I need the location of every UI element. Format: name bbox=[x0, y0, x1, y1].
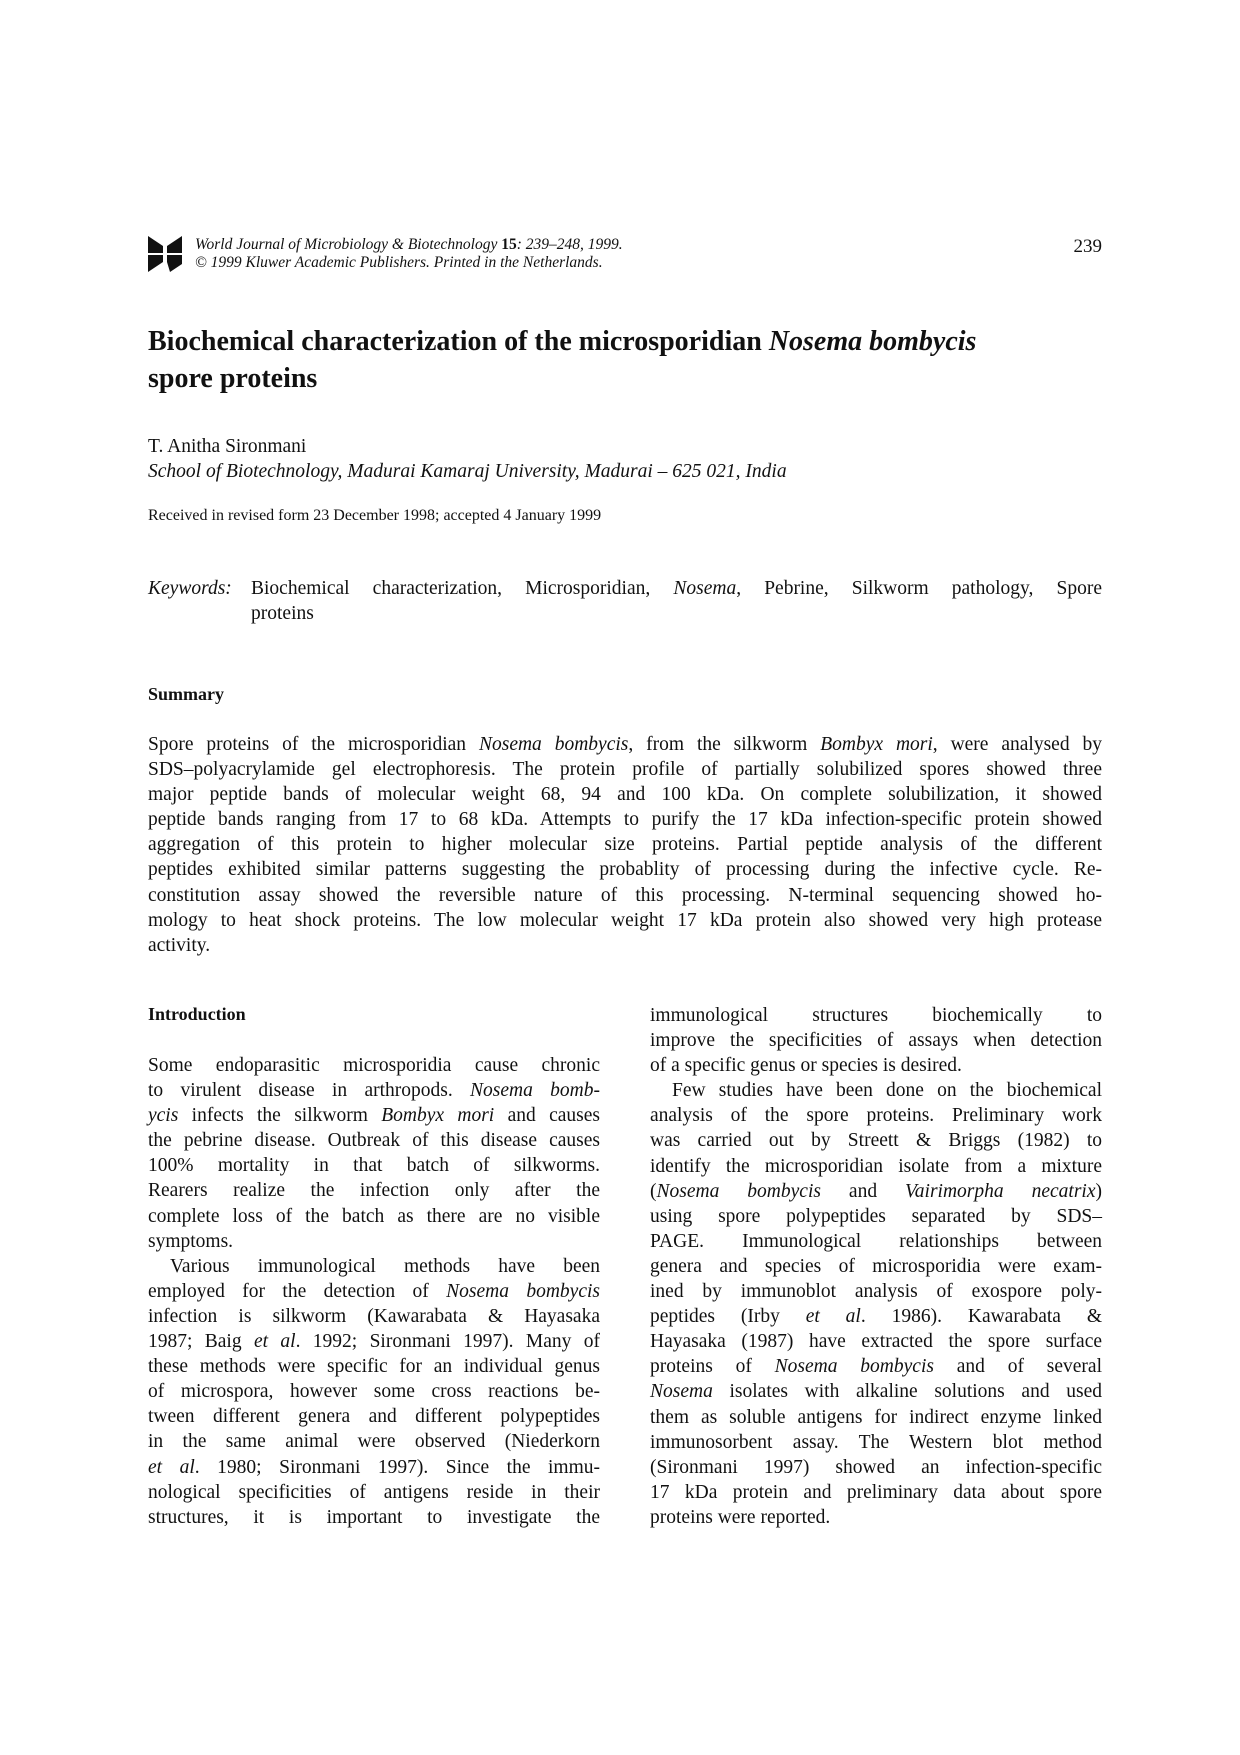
text-line bbox=[650, 1405, 1102, 1430]
text-run: (Sironmani 1997) showed an infection-specific bbox=[650, 1456, 1102, 1478]
text-line bbox=[148, 732, 1102, 757]
text-run: proteins were reported. bbox=[650, 1506, 831, 1528]
text-line bbox=[148, 782, 1102, 807]
text-line bbox=[650, 1379, 1102, 1404]
text-line bbox=[650, 1254, 1102, 1279]
text-run: nological specificities of antigens reside in their bbox=[148, 1481, 600, 1503]
title-line-2: spore proteins bbox=[148, 363, 318, 394]
text-run: , Pebrine, Silkworm pathology, Spore bbox=[736, 578, 1102, 599]
text-line bbox=[650, 1103, 1102, 1128]
bold-run: 15 bbox=[501, 236, 517, 253]
introduction-left-column bbox=[148, 1053, 600, 1530]
journal-citation bbox=[195, 236, 623, 254]
text-line bbox=[148, 807, 1102, 832]
text-run: mology to heat shock proteins. The low molecular weight 17 kDa protein also showed very high protease bbox=[148, 909, 1102, 931]
text-line bbox=[148, 1229, 600, 1254]
text-line bbox=[650, 1304, 1102, 1329]
text-run: Biochemical characterization, Microsporidian, bbox=[251, 578, 674, 599]
italic-run: Vairimorpha necatrix bbox=[905, 1180, 1096, 1202]
text-line bbox=[650, 1480, 1102, 1505]
text-run: them as soluble antigens for indirect enzyme linked bbox=[650, 1406, 1102, 1428]
text-line bbox=[148, 1279, 600, 1304]
text-run: infects the silkworm bbox=[178, 1105, 382, 1127]
text-line bbox=[650, 1128, 1102, 1153]
summary-paragraph bbox=[148, 732, 1102, 958]
text-run: Some endoparasitic microsporidia cause chronic bbox=[148, 1055, 600, 1076]
italic-run: Nosema bbox=[673, 578, 737, 599]
text-run: 17 kDa protein and preliminary data about spore bbox=[650, 1481, 1102, 1503]
text-line bbox=[650, 1078, 1102, 1103]
text-run: complete loss of the batch as there are no visible bbox=[148, 1205, 600, 1227]
text-run: constitution assay showed the reversible nature of this processing. N-terminal sequencing showed ho- bbox=[148, 884, 1102, 906]
text-line bbox=[148, 1455, 600, 1480]
text-run: Various immunological methods have been bbox=[170, 1255, 600, 1277]
text-run: isolates with alkaline solutions and used bbox=[712, 1381, 1102, 1403]
text-line bbox=[148, 1103, 600, 1128]
text-line bbox=[148, 1178, 600, 1203]
text-run: identify the microsporidian isolate from a mixture bbox=[650, 1155, 1102, 1177]
text-line bbox=[148, 1254, 600, 1279]
text-line bbox=[650, 1003, 1102, 1028]
italic-run: Nosema bbox=[650, 1381, 713, 1403]
journal-header bbox=[195, 236, 623, 272]
article-title bbox=[148, 323, 1098, 397]
text-run: genera and species of microsporidia were exam- bbox=[650, 1255, 1102, 1277]
italic-run: Nosema bombycis bbox=[768, 326, 977, 357]
text-line bbox=[251, 601, 1102, 626]
text-line bbox=[148, 908, 1102, 933]
italic-run: et al bbox=[805, 1306, 861, 1328]
text-line bbox=[148, 1078, 600, 1103]
text-line bbox=[650, 1329, 1102, 1354]
text-run: ( bbox=[650, 1180, 657, 1202]
keywords-label: Keywords: bbox=[148, 578, 232, 599]
text-run: , from the silkworm bbox=[628, 734, 821, 755]
text-run: . 1980; Sironmani 1997). Since the immu- bbox=[194, 1456, 600, 1478]
text-line bbox=[650, 1204, 1102, 1229]
text-run: of a specific genus or species is desired. bbox=[650, 1055, 962, 1077]
introduction-right-column bbox=[650, 1003, 1102, 1530]
text-run: and causes bbox=[494, 1105, 600, 1127]
text-line bbox=[650, 1154, 1102, 1179]
text-run: . 1986). Kawarabata & bbox=[860, 1306, 1103, 1328]
text-line bbox=[650, 1505, 1102, 1530]
text-run: analysis of the spore proteins. Preliminary work bbox=[650, 1105, 1102, 1127]
text-run: infection is silkworm (Kawarabata & Hayasaka bbox=[148, 1305, 600, 1327]
italic-run: World Journal of Microbiology & Biotechnology bbox=[195, 236, 502, 253]
italic-run: Nosema bombycis bbox=[774, 1356, 934, 1378]
text-line bbox=[148, 1480, 600, 1505]
text-line bbox=[148, 857, 1102, 882]
text-line bbox=[148, 1128, 600, 1153]
text-line bbox=[148, 1354, 600, 1379]
text-line bbox=[650, 1053, 1102, 1078]
text-run: SDS–polyacrylamide gel electrophoresis. The protein profile of partially solubilized spores showed three bbox=[148, 759, 1102, 781]
copyright-line bbox=[195, 254, 623, 272]
text-line bbox=[148, 1429, 600, 1454]
text-run: using spore polypeptides separated by SDS– bbox=[650, 1205, 1102, 1227]
text-line bbox=[148, 1053, 600, 1078]
text-run: of microspora, however some cross reactions be- bbox=[148, 1381, 600, 1403]
text-run: © 1999 bbox=[195, 254, 246, 271]
text-run: Rearers realize the infection only after the bbox=[148, 1180, 600, 1202]
text-run: these methods were specific for an individual genus bbox=[148, 1356, 600, 1378]
text-line bbox=[650, 1179, 1102, 1204]
italic-run: Kluwer Academic Publishers. Printed in the Netherlands. bbox=[245, 254, 603, 271]
page-number: 239 bbox=[1073, 236, 1102, 257]
text-line bbox=[650, 1430, 1102, 1455]
author-name: T. Anitha Sironmani bbox=[148, 436, 307, 457]
text-line bbox=[650, 1455, 1102, 1480]
text-line bbox=[148, 832, 1102, 857]
introduction-heading: Introduction bbox=[148, 1004, 246, 1024]
text-run: was carried out by Streett & Briggs (1982) to bbox=[650, 1130, 1102, 1152]
italic-run: ycis bbox=[148, 1105, 179, 1127]
text-run: to virulent disease in arthropods. bbox=[148, 1080, 471, 1102]
text-line bbox=[148, 933, 1102, 958]
text-run: structures, it is important to investigate the bbox=[148, 1506, 600, 1528]
text-line bbox=[148, 1153, 600, 1178]
text-run: ) bbox=[1095, 1180, 1102, 1202]
title-line-1 bbox=[148, 323, 1098, 360]
text-run: peptide bands ranging from 17 to 68 kDa. Attempts to purify the 17 kDa infection-specific protein showed bbox=[148, 809, 1102, 831]
author-affiliation: School of Biotechnology, Madurai Kamaraj University, Madurai – 625 021, India bbox=[148, 461, 787, 482]
text-run: . 1992; Sironmani 1997). Many of bbox=[295, 1331, 601, 1353]
text-run: major peptide bands of molecular weight 68, 94 and 100 kDa. On complete solubilization, it showed bbox=[148, 784, 1102, 806]
text-line bbox=[650, 1354, 1102, 1379]
italic-run: Nosema bombycis bbox=[478, 734, 629, 755]
text-run: proteins of bbox=[650, 1356, 775, 1378]
text-run: peptides exhibited similar patterns suggesting the probablity of processing during the infective cycle. Re- bbox=[148, 859, 1102, 881]
text-run: Spore proteins of the microsporidian bbox=[148, 734, 479, 755]
keywords bbox=[148, 576, 1102, 626]
text-run: employed for the detection of bbox=[148, 1280, 447, 1302]
text-line bbox=[148, 1404, 600, 1429]
text-line bbox=[148, 1304, 600, 1329]
text-line bbox=[251, 576, 1102, 601]
summary-heading: Summary bbox=[148, 684, 224, 704]
text-run: , were analysed by bbox=[932, 734, 1102, 755]
text-run: Biochemical characterization of the microsporidian bbox=[148, 326, 769, 357]
text-line bbox=[148, 757, 1102, 782]
text-run: immunosorbent assay. The Western blot method bbox=[650, 1431, 1102, 1453]
italic-run: Nosema bombycis bbox=[656, 1180, 821, 1202]
text-run: immunological structures biochemically to bbox=[650, 1005, 1102, 1026]
text-run: 100% mortality in that batch of silkworms. bbox=[148, 1155, 600, 1177]
text-line bbox=[148, 1505, 600, 1530]
text-run: symptoms. bbox=[148, 1230, 234, 1252]
text-run: and bbox=[820, 1180, 906, 1202]
italic-run: Bombyx mori bbox=[381, 1105, 495, 1127]
received-dates: Received in revised form 23 December 1998; accepted 4 January 1999 bbox=[148, 507, 602, 524]
text-run: Hayasaka (1987) have extracted the spore surface bbox=[650, 1331, 1102, 1353]
text-run: 1987; Baig bbox=[148, 1331, 254, 1353]
text-line bbox=[650, 1028, 1102, 1053]
italic-run: Nosema bombycis bbox=[446, 1280, 600, 1302]
text-run: Few studies have been done on the biochemical bbox=[672, 1080, 1102, 1102]
italic-run: et al bbox=[253, 1331, 296, 1353]
text-line bbox=[650, 1229, 1102, 1254]
text-run: improve the specificities of assays when detection bbox=[650, 1030, 1102, 1052]
text-run: : 239–248, 1999. bbox=[516, 236, 623, 253]
text-line bbox=[148, 1329, 600, 1354]
italic-run: Bombyx mori bbox=[820, 734, 933, 755]
text-line bbox=[148, 1204, 600, 1229]
text-run: activity. bbox=[148, 934, 211, 956]
text-run: proteins bbox=[251, 603, 314, 624]
text-run: and of several bbox=[933, 1356, 1102, 1378]
text-run: aggregation of this protein to higher molecular size proteins. Partial peptide analysis of the different bbox=[148, 834, 1102, 856]
text-run: peptides (Irby bbox=[650, 1306, 806, 1328]
text-run: in the same animal were observed (Niederkorn bbox=[148, 1431, 600, 1453]
text-run: tween different genera and different polypeptides bbox=[148, 1406, 600, 1428]
italic-run: et al bbox=[148, 1456, 195, 1478]
publisher-logo-icon bbox=[146, 234, 184, 274]
italic-run: Nosema bomb- bbox=[470, 1080, 600, 1102]
text-line bbox=[148, 1379, 600, 1404]
text-run: ined by immunoblot analysis of exospore poly- bbox=[650, 1281, 1102, 1303]
text-run: PAGE. Immunological relationships between bbox=[650, 1230, 1102, 1252]
text-run: the pebrine disease. Outbreak of this disease causes bbox=[148, 1130, 600, 1152]
keywords-list bbox=[251, 576, 1102, 626]
text-line bbox=[650, 1279, 1102, 1304]
text-line bbox=[148, 883, 1102, 908]
